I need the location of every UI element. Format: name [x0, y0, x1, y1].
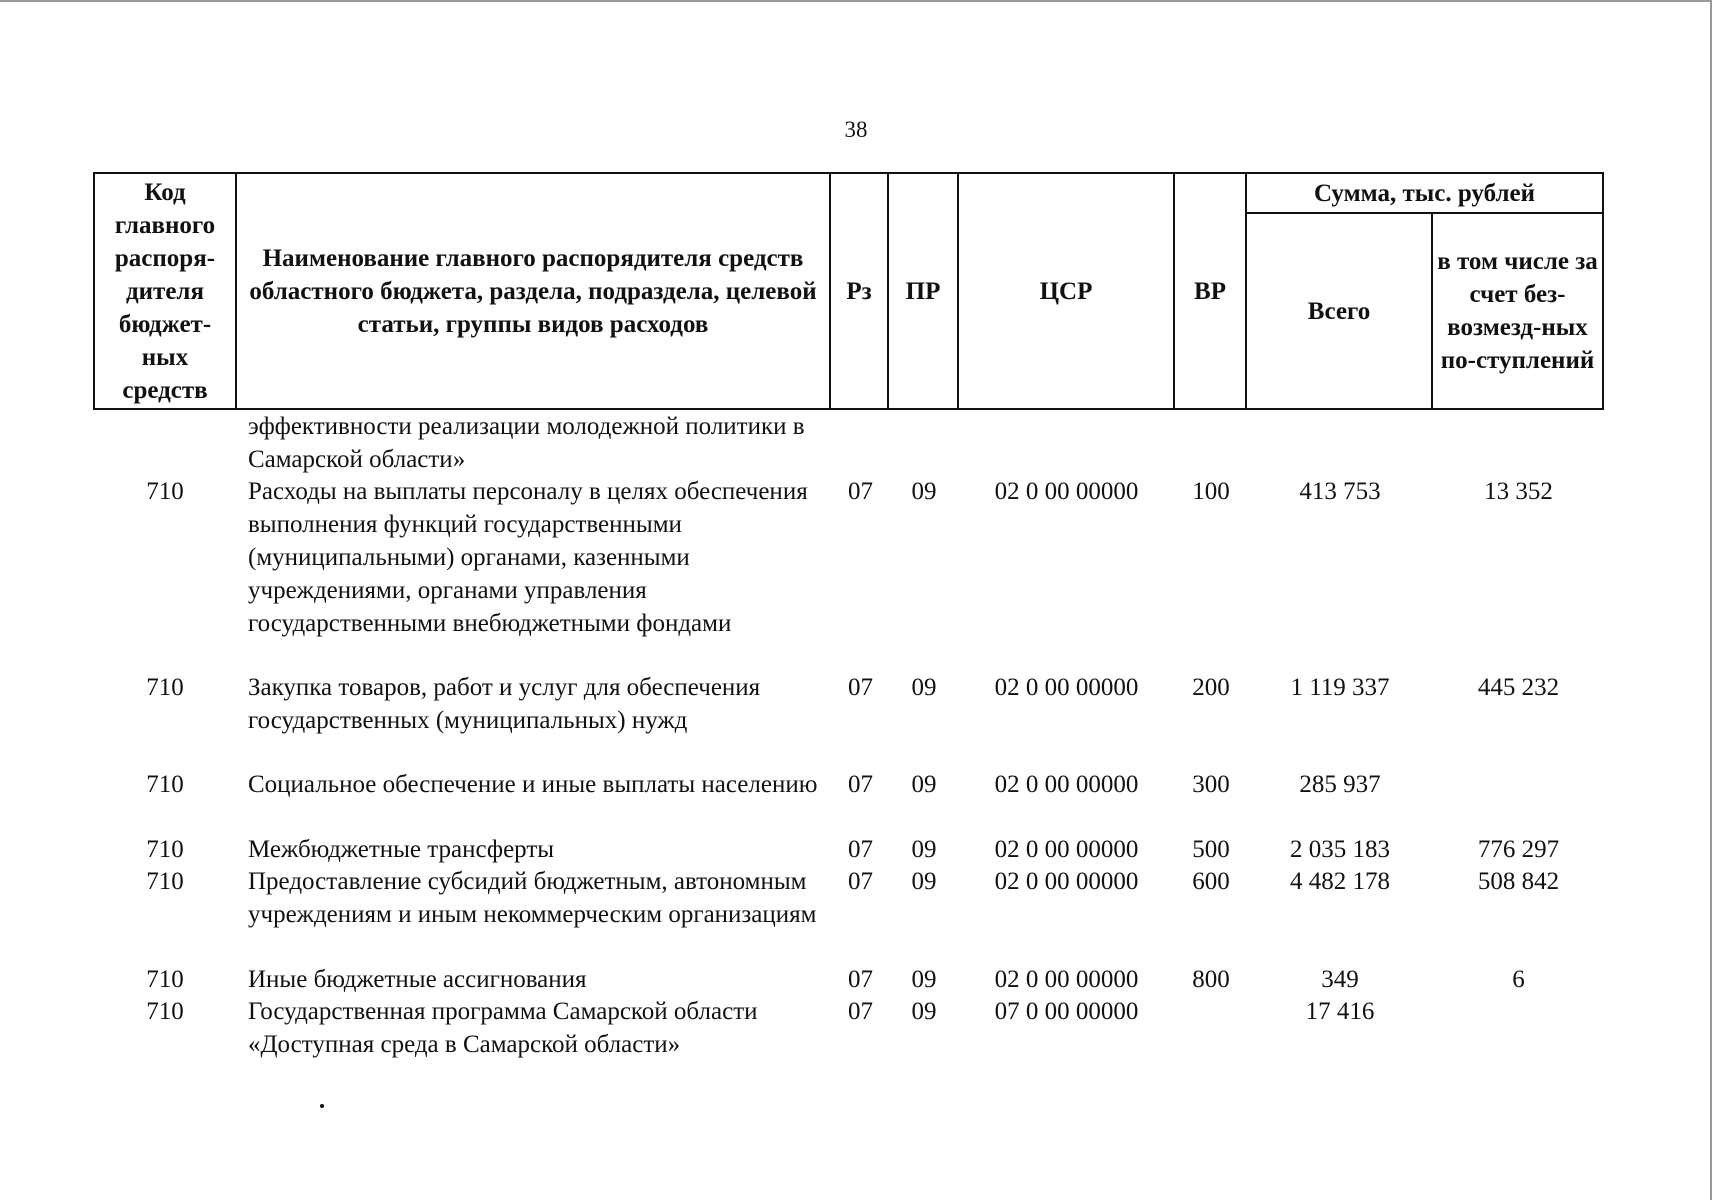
- cell-code: 710: [146, 868, 184, 895]
- cell-grants: 776 297: [1477, 836, 1560, 863]
- header-grants: в том числе за счет без-возмезд-ных по-ступлений: [1437, 248, 1598, 374]
- cell-rz: 07: [848, 478, 873, 505]
- header-border-right: [1602, 172, 1604, 410]
- cell-csr: 07 0 00 00000: [994, 998, 1139, 1025]
- header-border-left: [93, 172, 95, 410]
- cell-total: 413 753: [1299, 478, 1381, 505]
- header-total: Всего: [1307, 297, 1371, 325]
- cell-total: 2 035 183: [1290, 836, 1390, 863]
- cell-csr: 02 0 00 00000: [994, 478, 1139, 505]
- cell-code: 710: [146, 674, 184, 701]
- cell-rz: 07: [848, 868, 873, 895]
- header-code: Код главного распоря-дителя бюджет-ных средств: [114, 178, 216, 404]
- cell-total: 1 119 337: [1290, 674, 1390, 701]
- header-vr: ВР: [1194, 277, 1226, 305]
- cell-name: Предоставление субсидий бюджетным, автономным учреждениям и иным некоммерческим организациям: [248, 868, 817, 928]
- cell-grants: 13 352: [1484, 478, 1553, 505]
- header-csr: ЦСР: [1039, 277, 1093, 305]
- table-header: [93, 172, 1604, 410]
- cell-vr: 600: [1192, 868, 1230, 895]
- cell-name: Государственная программа Самарской области «Доступная среда в Самарской области»: [248, 998, 758, 1058]
- cell-code: 710: [146, 771, 184, 798]
- cell-total: 4 482 178: [1290, 868, 1390, 895]
- cell-name: Межбюджетные трансферты: [248, 836, 555, 863]
- cell-total: 17 416: [1305, 998, 1375, 1025]
- cell-name: эффективности реализации молодежной политики в Самарской области»: [248, 413, 805, 473]
- header-pr: ПР: [905, 277, 941, 305]
- header-rz: Рз: [846, 277, 872, 305]
- cell-csr: 02 0 00 00000: [994, 674, 1139, 701]
- cell-csr: 02 0 00 00000: [994, 868, 1139, 895]
- cell-csr: 02 0 00 00000: [994, 771, 1139, 798]
- page-frame-top: [0, 0, 1712, 2]
- cell-rz: 07: [848, 674, 873, 701]
- page-number: 38: [844, 117, 868, 142]
- cell-rz: 07: [848, 966, 873, 993]
- cell-name: Закупка товаров, работ и услуг для обеспечения государственных (муниципальных) нужд: [248, 674, 761, 734]
- cell-pr: 09: [911, 674, 937, 701]
- cell-rz: 07: [848, 998, 873, 1025]
- cell-pr: 09: [911, 966, 937, 993]
- cell-code: 710: [146, 998, 184, 1025]
- cell-grants: 445 232: [1477, 674, 1560, 701]
- header-name: Наименование главного распорядителя средств областного бюджета, раздела, подраздела, целевой статьи, группы видов расходов: [249, 244, 817, 338]
- cell-grants: 6: [1512, 966, 1525, 993]
- cell-vr: 500: [1192, 836, 1230, 863]
- cell-rz: 07: [848, 771, 873, 798]
- cell-vr: 300: [1192, 771, 1230, 798]
- cell-vr: 100: [1192, 478, 1230, 505]
- cell-code: 710: [146, 478, 184, 505]
- cell-csr: 02 0 00 00000: [994, 966, 1139, 993]
- cell-pr: 09: [911, 478, 937, 505]
- cell-grants: 508 842: [1477, 868, 1560, 895]
- header-divider-code: [235, 172, 237, 410]
- cell-pr: 09: [911, 836, 937, 863]
- cell-vr: 800: [1192, 966, 1230, 993]
- cell-csr: 02 0 00 00000: [994, 836, 1139, 863]
- cell-pr: 09: [911, 998, 937, 1025]
- cell-rz: 07: [848, 836, 873, 863]
- cell-name: Социальное обеспечение и иные выплаты населению: [248, 771, 818, 798]
- header-amount: Сумма, тыс. рублей: [1313, 179, 1536, 207]
- cell-code: 710: [146, 966, 184, 993]
- cell-name: Расходы на выплаты персоналу в целях обеспечения выполнения функций государственными (муниципальными) органами, казенными учреждениями, органами управления государственными внебюджетными фондами: [248, 478, 808, 637]
- cell-code: 710: [146, 836, 184, 863]
- cell-pr: 09: [911, 868, 937, 895]
- cell-name: Иные бюджетные ассигнования: [248, 966, 587, 993]
- cell-total: 285 937: [1299, 771, 1381, 798]
- cell-pr: 09: [911, 771, 937, 798]
- cell-vr: 200: [1192, 674, 1230, 701]
- cell-total: 349: [1321, 966, 1359, 993]
- scan-speck: [320, 1104, 324, 1108]
